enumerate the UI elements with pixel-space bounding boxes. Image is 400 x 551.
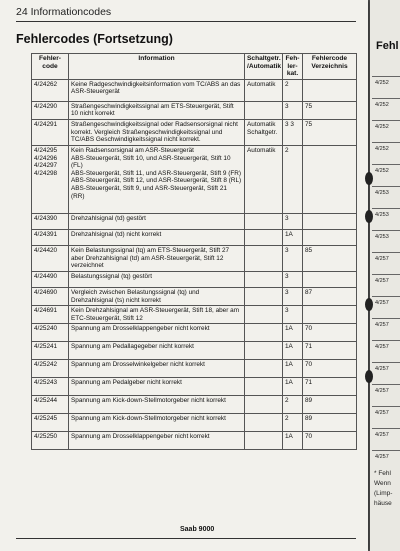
cell-code: 4/25250 <box>32 432 69 450</box>
header-gearbox: Schaltgetr. /Automatik <box>245 54 283 80</box>
cell-fault-cat: 3 <box>283 271 303 287</box>
cell-list: 85 <box>303 245 357 271</box>
adjacent-code: 4/257 <box>375 344 389 350</box>
adjacent-code: 4/257 <box>375 322 389 328</box>
adjacent-note: (Limp- <box>374 490 393 497</box>
cell-code: 4/24490 <box>32 271 69 287</box>
adjacent-row-rule <box>372 208 400 209</box>
table-row <box>32 101 357 119</box>
cell-list: 87 <box>303 287 357 305</box>
adjacent-code: 4/257 <box>375 366 389 372</box>
adjacent-page <box>370 0 400 551</box>
adjacent-code: 4/257 <box>375 410 389 416</box>
cell-info: Spannung am Drosselklappengeber nicht korrekt <box>69 324 245 342</box>
table-row <box>32 271 357 287</box>
table-row <box>32 119 357 145</box>
adjacent-row-rule <box>372 450 400 451</box>
adjacent-row-rule <box>372 340 400 341</box>
table-row <box>32 306 357 324</box>
page-number: 24 <box>16 6 28 18</box>
adjacent-page-title: Fehl <box>376 40 399 52</box>
cell-code: 4/24290 <box>32 101 69 119</box>
cell-list: 70 <box>303 360 357 378</box>
cell-list <box>303 213 357 229</box>
cell-fault-cat: 1A <box>283 360 303 378</box>
cell-info: Straßengeschwindigkeitssignal oder Radsensorsignal nicht korrekt. Vergleich Straßengeschwindigkeitssignal und TC/ABS Geschwindigkeitssignal nicht korrekt. <box>69 119 245 145</box>
cell-gearbox <box>245 342 283 360</box>
cell-code: 4/24420 <box>32 245 69 271</box>
cell-info: Vergleich zwischen Belastungssignal (tq) und Drehzahlsignal (ts) nicht korrekt <box>69 287 245 305</box>
header-info: Information <box>69 54 245 80</box>
cell-info: Spannung am Pedalgeber nicht korrekt <box>69 378 245 396</box>
table-row <box>32 245 357 271</box>
adjacent-row-rule <box>372 384 400 385</box>
cell-info: Straßengeschwindigkeitssignal am ETS-Steuergerät, Stift 10 nicht korrekt <box>69 101 245 119</box>
cell-gearbox <box>245 229 283 245</box>
table-row <box>32 414 357 432</box>
cell-fault-cat: 2 <box>283 414 303 432</box>
header-code: Fehler-code <box>32 54 69 80</box>
header-fault-category: Feh-ler-kat. <box>283 54 303 80</box>
cell-gearbox <box>245 306 283 324</box>
cell-fault-cat: 1A <box>283 342 303 360</box>
footer-rule <box>16 538 356 539</box>
cell-fault-cat: 2 <box>283 396 303 414</box>
adjacent-row-rule <box>372 362 400 363</box>
cell-code: 4/24295 4/24296 4/24297 4/24298 <box>32 145 69 213</box>
cell-gearbox <box>245 396 283 414</box>
cell-info: Drehzahlsignal (td) nicht korrekt <box>69 229 245 245</box>
cell-gearbox <box>245 245 283 271</box>
cell-info: Belastungssignal (tq) gestört <box>69 271 245 287</box>
fault-code-table <box>31 53 357 450</box>
cell-fault-cat: 1A <box>283 324 303 342</box>
cell-code: 4/25241 <box>32 342 69 360</box>
cell-list <box>303 79 357 101</box>
cell-list <box>303 229 357 245</box>
binder-ring <box>365 210 373 223</box>
cell-code: 4/24691 <box>32 306 69 324</box>
cell-code: 4/25242 <box>32 360 69 378</box>
cell-list: 70 <box>303 432 357 450</box>
adjacent-code: 4/253 <box>375 190 389 196</box>
adjacent-row-rule <box>372 164 400 165</box>
table-header-row <box>32 54 357 80</box>
cell-info: Drehzahlsignal (td) gestört <box>69 213 245 229</box>
cell-list <box>303 271 357 287</box>
table-row <box>32 79 357 101</box>
cell-gearbox: Automatik Schaltgetr. <box>245 119 283 145</box>
adjacent-code: 4/252 <box>375 124 389 130</box>
cell-fault-cat: 2 <box>283 79 303 101</box>
section-title: Informationcodes <box>30 6 112 18</box>
adjacent-note: häuse <box>374 500 392 507</box>
cell-fault-cat: 3 <box>283 101 303 119</box>
cell-info: Kein Belastungssignal (tq) am ETS-Steuergerät, Stift 27 aber Drehzahlsignal (td) am ASR-Steuergerät, Stift 12 verzeichnet <box>69 245 245 271</box>
cell-info: Kein Radsensorsignal am ASR-Steuergerät ABS-Steuergerät, Stift 10, und ASR-Steuergerät, Stift 10 (FL) ABS-Steuergerät, Stift 11, und ASR-Steuergerät, Stift 9 (FR) ABS-Steuergerät, Stift 12, und ASR-Steuergerät, Stift 8 (RL) ABS-Steuergerät, Stift 9, und ASR-Steuergerät, Stift 21 (RR) <box>69 145 245 213</box>
adjacent-row-rule <box>372 296 400 297</box>
cell-fault-cat: 3 <box>283 213 303 229</box>
table-row <box>32 287 357 305</box>
header-rule <box>16 21 356 22</box>
cell-code: 4/24690 <box>32 287 69 305</box>
adjacent-row-rule <box>372 76 400 77</box>
adjacent-code: 4/257 <box>375 432 389 438</box>
page-header <box>16 6 356 18</box>
cell-gearbox <box>245 287 283 305</box>
binder-ring <box>365 370 373 383</box>
adjacent-row-rule <box>372 318 400 319</box>
cell-gearbox <box>245 271 283 287</box>
cell-list: 75 <box>303 101 357 119</box>
cell-info: Spannung am Drosselklappengeber nicht korrekt <box>69 432 245 450</box>
adjacent-code: 4/252 <box>375 102 389 108</box>
cell-gearbox <box>245 101 283 119</box>
adjacent-row-rule <box>372 186 400 187</box>
cell-fault-cat: 1A <box>283 378 303 396</box>
cell-info: Kein Drehzahlsignal am ASR-Steuergerät, Stift 18, aber am ETC-Steuergerät, Stift 12 <box>69 306 245 324</box>
cell-code: 4/24262 <box>32 79 69 101</box>
cell-fault-cat: 1A <box>283 432 303 450</box>
cell-list: 89 <box>303 396 357 414</box>
page-title: Fehlercodes (Fortsetzung) <box>16 32 173 46</box>
cell-code: 4/24291 <box>32 119 69 145</box>
cell-list: 71 <box>303 378 357 396</box>
adjacent-code: 4/257 <box>375 256 389 262</box>
adjacent-code: 4/257 <box>375 388 389 394</box>
binder-ring <box>365 298 373 311</box>
adjacent-row-rule <box>372 142 400 143</box>
cell-list: 89 <box>303 414 357 432</box>
adjacent-code: 4/252 <box>375 146 389 152</box>
adjacent-row-rule <box>372 274 400 275</box>
header-code-list: Fehlercode Verzeichnis <box>303 54 357 80</box>
cell-code: 4/25245 <box>32 414 69 432</box>
cell-fault-cat: 3 <box>283 287 303 305</box>
cell-code: 4/25243 <box>32 378 69 396</box>
cell-gearbox <box>245 378 283 396</box>
cell-code: 4/24391 <box>32 229 69 245</box>
cell-code: 4/24390 <box>32 213 69 229</box>
cell-fault-cat: 3 3 <box>283 119 303 145</box>
table-row <box>32 229 357 245</box>
adjacent-row-rule <box>372 252 400 253</box>
cell-list <box>303 306 357 324</box>
adjacent-row-rule <box>372 120 400 121</box>
table-row <box>32 342 357 360</box>
cell-list: 71 <box>303 342 357 360</box>
cell-info: Keine Radgeschwindigkeitsinformation vom TC/ABS an das ASR-Steuergerät <box>69 79 245 101</box>
cell-gearbox: Automatik <box>245 79 283 101</box>
footer-model: Saab 9000 <box>180 526 215 533</box>
cell-gearbox <box>245 360 283 378</box>
adjacent-code: 4/257 <box>375 300 389 306</box>
cell-fault-cat: 3 <box>283 245 303 271</box>
cell-gearbox <box>245 414 283 432</box>
adjacent-code: 4/253 <box>375 212 389 218</box>
cell-gearbox <box>245 432 283 450</box>
cell-list: 75 <box>303 119 357 145</box>
adjacent-code: 4/252 <box>375 80 389 86</box>
adjacent-row-rule <box>372 98 400 99</box>
table-row <box>32 396 357 414</box>
cell-code: 4/25240 <box>32 324 69 342</box>
table-row <box>32 324 357 342</box>
cell-info: Spannung am Kick-down-Stellmotorgeber nicht korrekt <box>69 396 245 414</box>
adjacent-row-rule <box>372 230 400 231</box>
table-row <box>32 432 357 450</box>
cell-gearbox: Automatik <box>245 145 283 213</box>
table-row <box>32 378 357 396</box>
adjacent-note: Wenn <box>374 480 391 487</box>
cell-list <box>303 145 357 213</box>
adjacent-code: 4/253 <box>375 234 389 240</box>
adjacent-note: * Fehl <box>374 470 391 477</box>
cell-fault-cat: 2 <box>283 145 303 213</box>
cell-info: Spannung am Drosselwinkelgeber nicht korrekt <box>69 360 245 378</box>
adjacent-code: 4/257 <box>375 278 389 284</box>
table-row <box>32 213 357 229</box>
adjacent-row-rule <box>372 428 400 429</box>
cell-gearbox <box>245 324 283 342</box>
cell-fault-cat: 3 <box>283 306 303 324</box>
cell-list: 70 <box>303 324 357 342</box>
cell-info: Spannung am Kick-down-Stellmotorgeber nicht korrekt <box>69 414 245 432</box>
table-row <box>32 145 357 213</box>
cell-gearbox <box>245 213 283 229</box>
cell-fault-cat: 1A <box>283 229 303 245</box>
cell-code: 4/25244 <box>32 396 69 414</box>
cell-info: Spannung am Pedallagegeber nicht korrekt <box>69 342 245 360</box>
binder-ring <box>365 172 373 185</box>
adjacent-code: 4/252 <box>375 168 389 174</box>
table-row <box>32 360 357 378</box>
adjacent-code: 4/257 <box>375 454 389 460</box>
adjacent-row-rule <box>372 406 400 407</box>
